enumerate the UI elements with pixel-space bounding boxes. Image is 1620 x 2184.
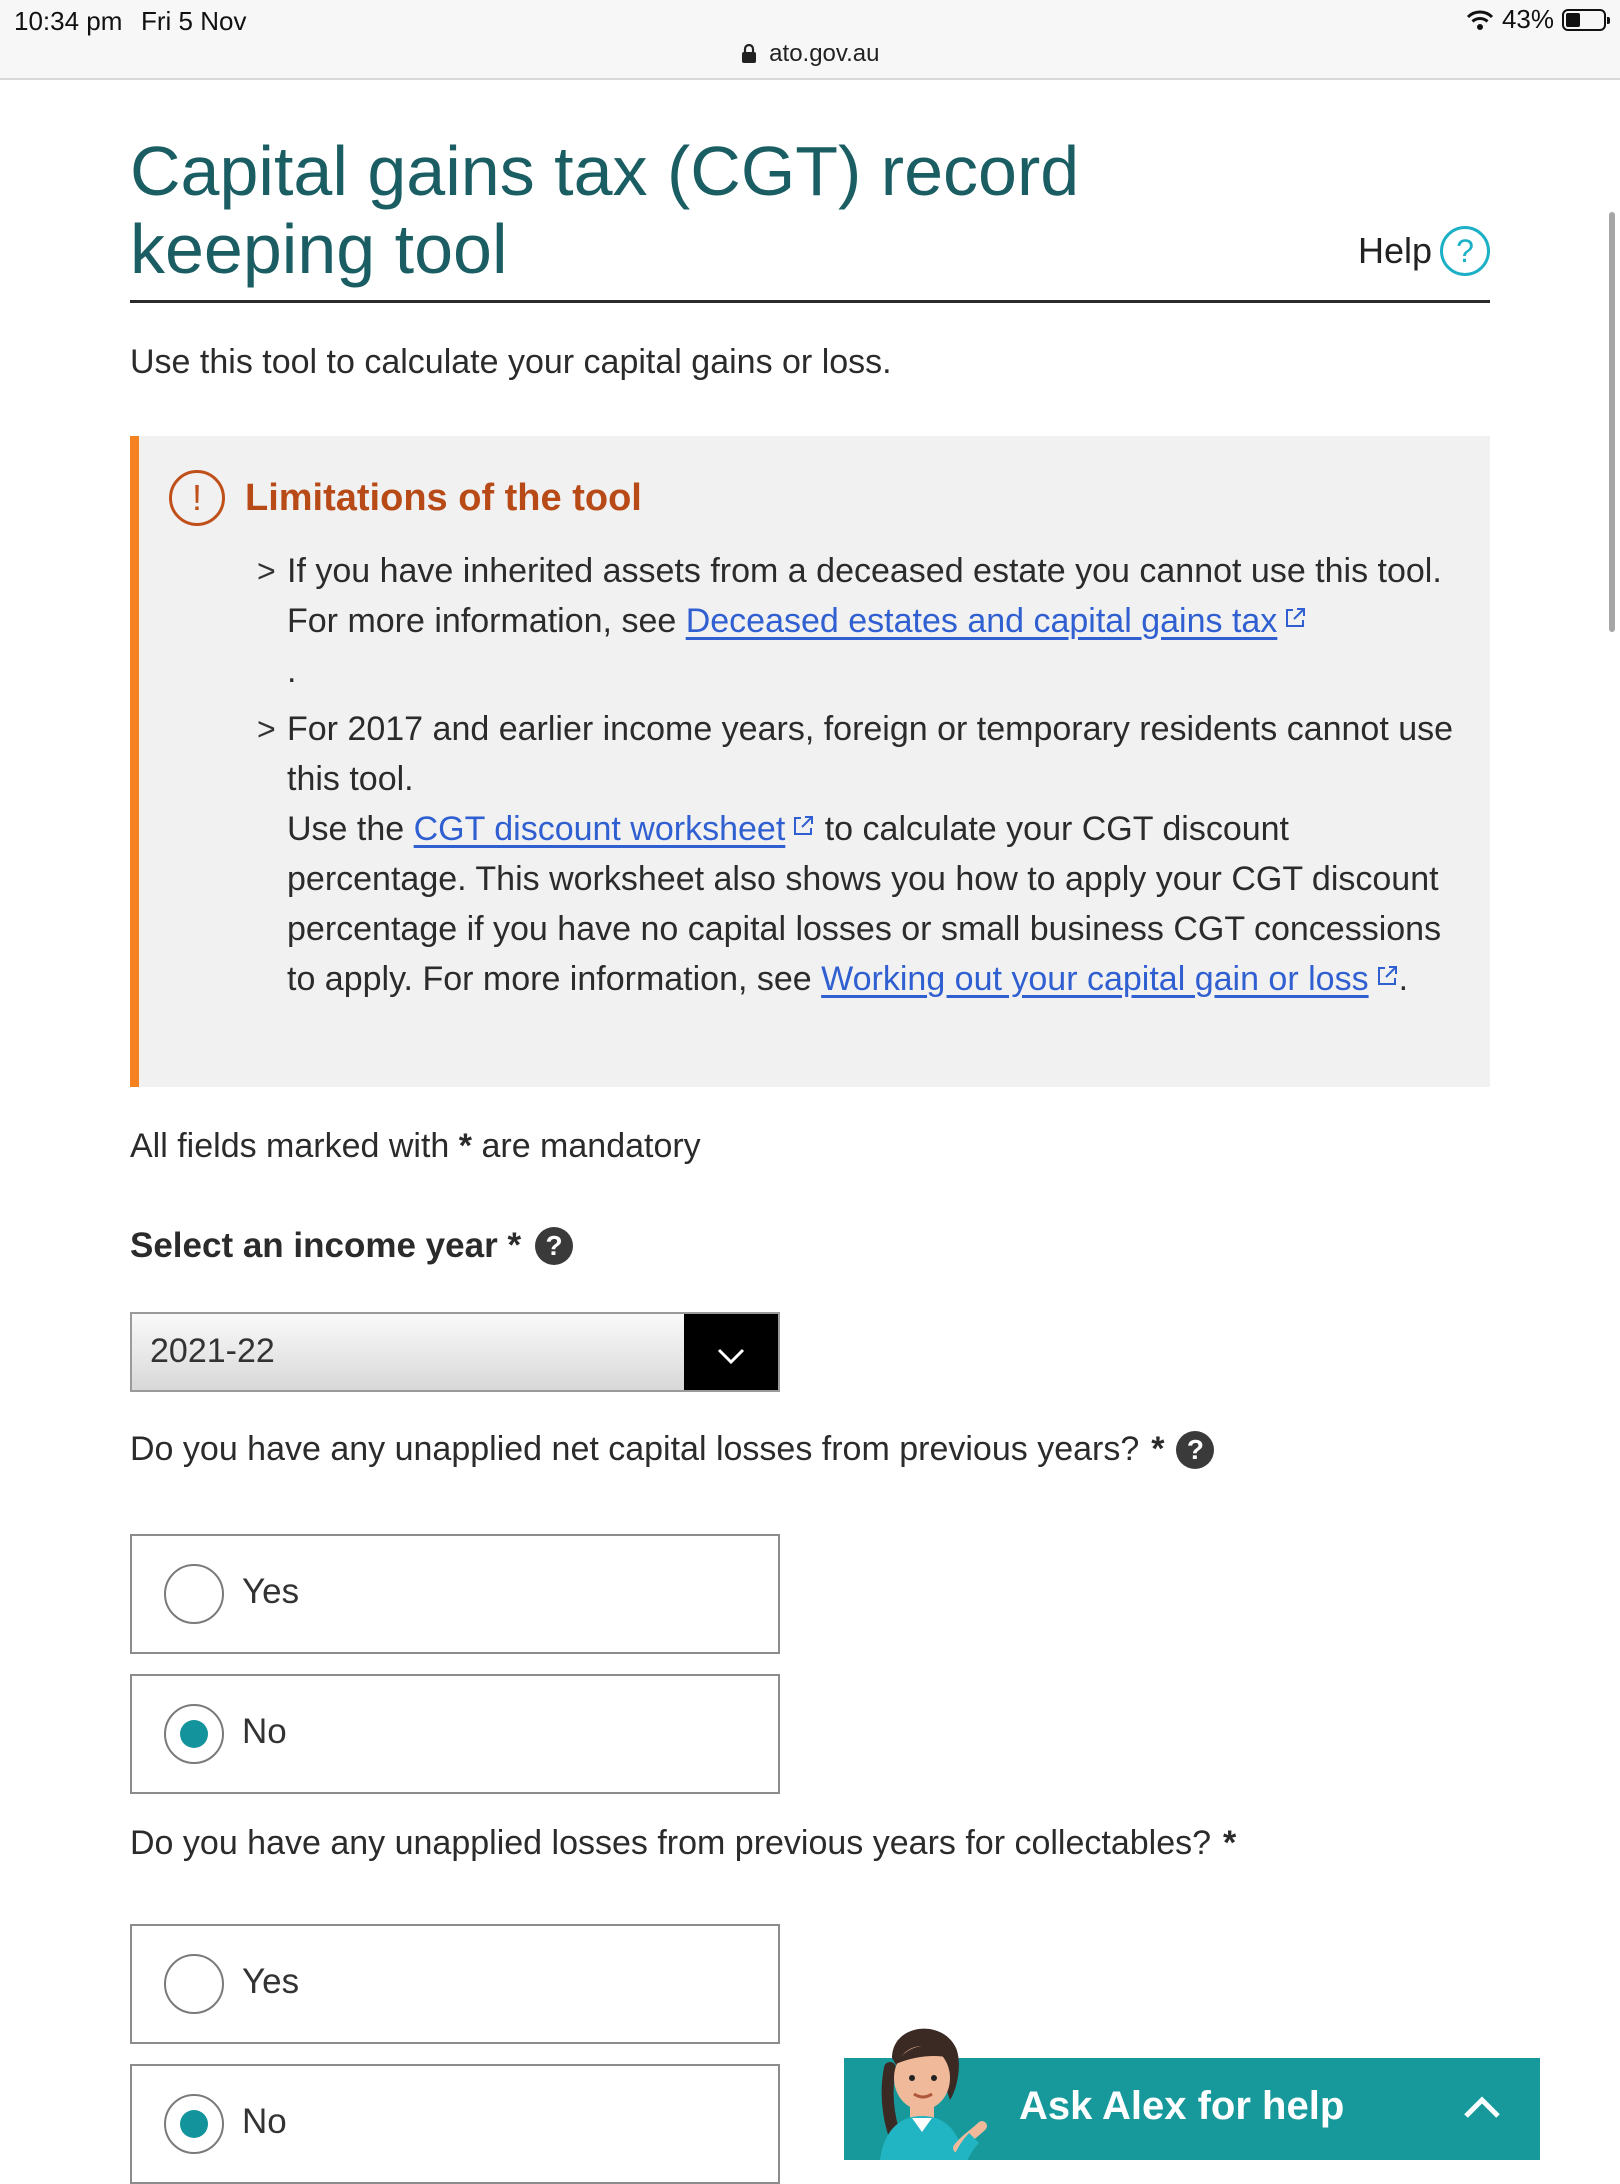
question-1-text: Do you have any unapplied net capital losses from previous years?: [130, 1430, 1140, 1468]
q2-radio-no[interactable]: [130, 2064, 780, 2184]
limitation-2-end: .: [1398, 960, 1409, 998]
q1-radio-yes[interactable]: [130, 1534, 780, 1654]
q2-radio-yes[interactable]: [130, 1924, 780, 2044]
limitation-2-body: to calculate your CGT discount percentage. This worksheet also shows you how to apply your CGT discount percentage if you have no capital losses or small business CGT concessions to apply. For more information, see: [287, 810, 1442, 998]
question-help-icon[interactable]: ?: [535, 1227, 573, 1265]
radio-circle[interactable]: [164, 1954, 224, 2014]
radio-circle-selected[interactable]: [164, 1704, 224, 1764]
address-bar[interactable]: [0, 40, 1620, 68]
q1-radio-no[interactable]: [130, 1674, 780, 1794]
scrollbar[interactable]: [1609, 212, 1615, 632]
dropdown-button[interactable]: [684, 1314, 778, 1390]
income-year-value: 2021-22: [150, 1332, 275, 1370]
status-right: [1466, 4, 1606, 35]
wifi-icon: [1466, 9, 1494, 31]
help-button[interactable]: [1358, 226, 1490, 276]
status-date: Fri 5 Nov: [141, 6, 247, 36]
battery-icon: [1562, 9, 1606, 31]
mandatory-note: All fields marked with * are mandatory: [130, 1127, 701, 1165]
chevron-down-icon: [684, 1314, 778, 1390]
q-net-capital-losses: Do you have any unapplied net capital losses from previous years? * ?: [130, 1430, 1214, 1469]
income-year-select[interactable]: [130, 1312, 780, 1392]
question-help-icon[interactable]: ?: [1176, 1431, 1214, 1469]
limitation-2-use-the: Use the: [287, 810, 414, 848]
chevron-right-icon: >: [257, 553, 276, 589]
page-title: Capital gains tax (CGT) record keeping tool: [130, 132, 1080, 288]
chevron-right-icon: >: [257, 711, 276, 747]
external-link-icon: [791, 814, 815, 838]
chevron-up-icon[interactable]: [1460, 2088, 1504, 2128]
ask-alex-label: Ask Alex for help: [1019, 2084, 1345, 2128]
lock-icon: [741, 44, 757, 64]
limitation-item-1: [257, 546, 1467, 696]
cgt-discount-worksheet-link[interactable]: CGT discount worksheet: [413, 810, 786, 848]
intro-text: Use this tool to calculate your capital gains or loss.: [130, 343, 892, 381]
question-2-text: Do you have any unapplied losses from previous years for collectables?: [130, 1824, 1212, 1862]
callout-title: Limitations of the tool: [245, 476, 642, 519]
help-icon: ?: [1440, 226, 1490, 276]
deceased-estates-link[interactable]: Deceased estates and capital gains tax: [685, 602, 1278, 640]
limitation-2-text: For 2017 and earlier income years, foreign or temporary residents cannot use this tool.: [287, 710, 1454, 798]
url-text: ato.gov.au: [769, 40, 880, 67]
radio-circle[interactable]: [164, 1564, 224, 1624]
callout-header: [169, 470, 642, 526]
working-out-capital-gain-link[interactable]: Working out your capital gain or loss: [821, 960, 1369, 998]
external-link-icon: [1283, 606, 1307, 630]
limitations-callout: [130, 436, 1490, 1087]
title-divider: [130, 300, 1490, 303]
battery-percent: 43%: [1501, 4, 1554, 34]
status-bar: [0, 0, 1620, 80]
radio-label: No: [242, 2102, 287, 2141]
limitation-1-text: If you have inherited assets from a deceased estate you cannot use this tool. For more information, see: [287, 552, 1442, 640]
limitation-item-2: [257, 704, 1467, 1004]
status-time: 10:34 pm: [14, 6, 123, 36]
radio-label: Yes: [242, 1572, 300, 1611]
radio-label: No: [242, 1712, 287, 1751]
radio-label: Yes: [242, 1962, 300, 2001]
warning-icon: !: [169, 470, 225, 526]
external-link-icon: [1375, 964, 1399, 988]
limitation-1-end: .: [287, 652, 297, 690]
radio-circle-selected[interactable]: [164, 2094, 224, 2154]
income-year-label: Select an income year * ?: [130, 1226, 573, 1266]
q-collectables-losses: Do you have any unapplied losses from previous years for collectables? *: [130, 1824, 1237, 1862]
help-label: Help: [1357, 230, 1432, 271]
alex-avatar: [850, 1998, 1010, 2160]
